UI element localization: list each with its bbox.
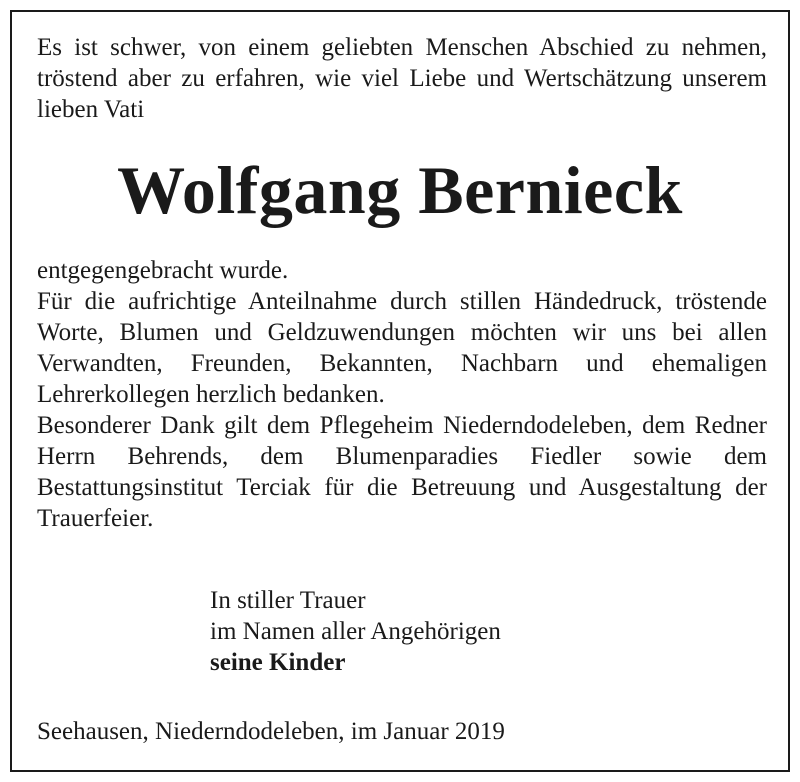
thanks-line-main: Für die aufrichtige Anteilnahme durch stillen Händedruck, tröstende Worte, Blumen und Geldzuwendungen möchten wir uns bei allen Verwandten, Freunden, Bekannten, Nachbarn und ehemaligen Lehrerkollegen herzlich bedanken. — [37, 288, 767, 408]
thanks-text — [37, 255, 767, 410]
closing-line-2: im Namen aller Angehörigen — [210, 618, 501, 645]
obituary-notice — [10, 10, 790, 772]
signature: seine Kinder — [210, 649, 346, 676]
deceased-name: Wolfgang Bernieck — [117, 152, 683, 228]
closing-line-1: In stiller Trauer — [210, 587, 366, 614]
special-thanks-text: Besonderer Dank gilt dem Pflegeheim Niederndodeleben, dem Redner Herrn Behrends, dem Blumenparadies Fiedler sowie dem Bestattungsinstitut Terciak für die Betreuung und Ausgestaltung der Trauerfeier. — [37, 412, 767, 532]
thanks-line-intro: entgegengebracht wurde. — [37, 257, 289, 284]
intro-text: Es ist schwer, von einem geliebten Menschen Abschied zu nehmen, tröstend aber zu erfahren, wie viel Liebe und Wertschätzung unserem lieben Vati — [37, 34, 767, 123]
place-and-date: Seehausen, Niederndodeleben, im Januar 2019 — [37, 718, 505, 745]
closing-block — [210, 585, 501, 678]
